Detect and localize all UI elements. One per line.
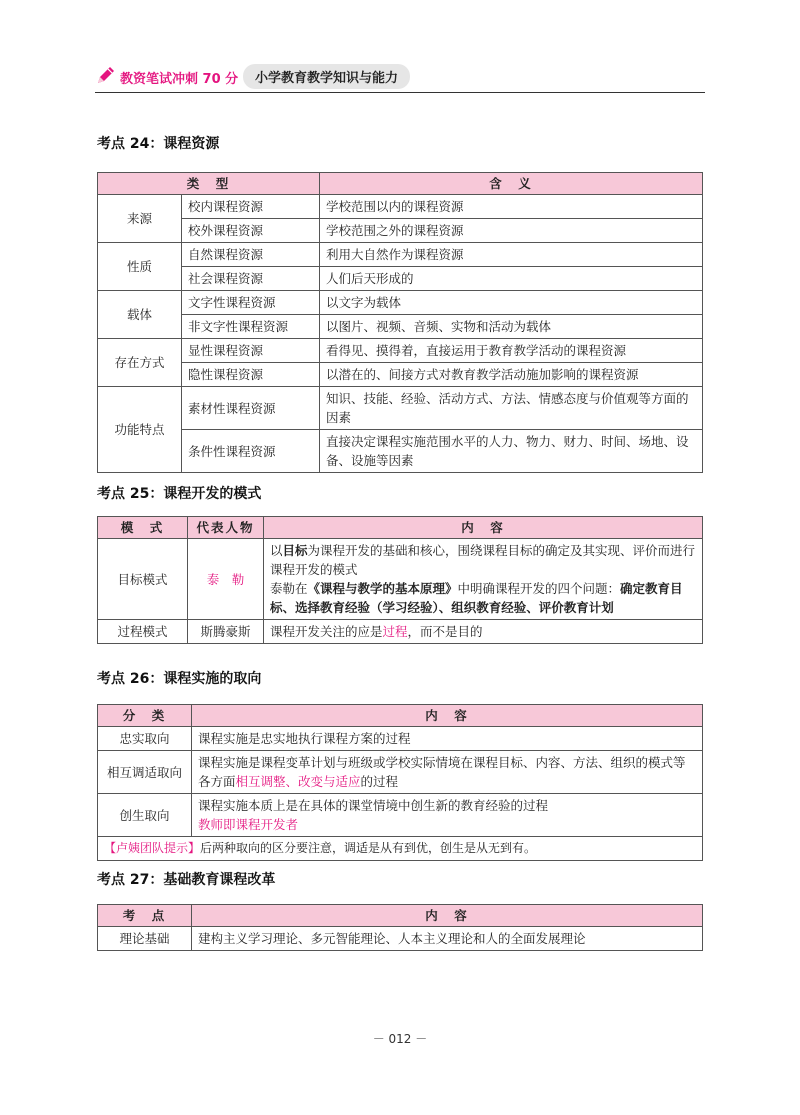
table-row [98, 195, 703, 219]
table-row [98, 727, 703, 751]
meaning-cell: 以潜在的、间接方式对教育教学活动施加影响的课程资源 [320, 363, 703, 387]
person-cell: 斯腾豪斯 [188, 620, 264, 644]
category-cell: 功能特点 [98, 387, 182, 473]
table-row [98, 794, 703, 837]
type-cell: 校内课程资源 [182, 195, 320, 219]
table-row [98, 620, 703, 644]
type-cell: 社会课程资源 [182, 267, 320, 291]
content-cell: 课程实施本质上是在具体的课堂情境中创生新的教育经验的过程 教师即课程开发者 [192, 794, 703, 837]
curriculum-reform-table [97, 904, 703, 951]
section-24-title: 考点 24：课程资源 [97, 136, 220, 152]
table-header-row [98, 905, 703, 927]
header-category: 分 类 [98, 705, 192, 727]
implementation-orientation-table [97, 704, 703, 861]
content-cell: 建构主义学习理论、多元智能理论、人本主义理论和人的全面发展理论 [192, 927, 703, 951]
meaning-cell: 利用大自然作为课程资源 [320, 243, 703, 267]
category-cell: 性质 [98, 243, 182, 291]
course-resources-table [97, 172, 703, 473]
table-header-row [98, 705, 703, 727]
table-row [98, 387, 703, 430]
table-header-row [98, 173, 703, 195]
meaning-cell: 学校范围以内的课程资源 [320, 195, 703, 219]
book-title: 教资笔试冲刺 70 分 [120, 72, 239, 87]
section-25-title: 考点 25：课程开发的模式 [97, 486, 262, 502]
type-cell: 校外课程资源 [182, 219, 320, 243]
type-cell: 素材性课程资源 [182, 387, 320, 430]
header-person: 代表人物 [188, 517, 264, 539]
type-cell: 隐性课程资源 [182, 363, 320, 387]
table-row [98, 243, 703, 267]
meaning-cell: 直接决定课程实施范围水平的人力、物力、财力、时间、场地、设备、设施等因素 [320, 430, 703, 473]
content-cell: 课程开发关注的应是过程，而不是目的 [264, 620, 703, 644]
mode-cell: 目标模式 [98, 539, 188, 620]
meaning-cell: 知识、技能、经验、活动方式、方法、情感态度与价值观等方面的因素 [320, 387, 703, 430]
pencil-icon [95, 64, 117, 86]
content-cell: 以目标为课程开发的基础和核心，围绕课程目标的确定及其实现、评价而进行课程开发的模式 泰勒在《课程与教学的基本原理》中明确课程开发的四个问题：确定教育目标、选择教育经验（学习经验）、组织教育经验、评价教育计划 [264, 539, 703, 620]
meaning-cell: 人们后天形成的 [320, 267, 703, 291]
table-row [98, 267, 703, 291]
table-row [98, 219, 703, 243]
meaning-cell: 看得见、摸得着，直接运用于教育教学活动的课程资源 [320, 339, 703, 363]
table-row [98, 291, 703, 315]
tip-row [98, 837, 703, 861]
point-cell: 理论基础 [98, 927, 192, 951]
meaning-cell: 学校范围之外的课程资源 [320, 219, 703, 243]
content-cell: 课程实施是忠实地执行课程方案的过程 [192, 727, 703, 751]
person-cell: 泰 勒 [188, 539, 264, 620]
tip-text: 后两种取向的区分要注意，调适是从有到优，创生是从无到有。 [200, 841, 537, 855]
table-row [98, 927, 703, 951]
table-row [98, 339, 703, 363]
type-cell: 文字性课程资源 [182, 291, 320, 315]
table-row [98, 430, 703, 473]
section-27-title: 考点 27：基础教育课程改革 [97, 872, 276, 888]
section-26-title: 考点 26：课程实施的取向 [97, 671, 262, 687]
type-cell: 显性课程资源 [182, 339, 320, 363]
meaning-cell: 以文字为载体 [320, 291, 703, 315]
header-content: 内 容 [192, 705, 703, 727]
type-cell: 非文字性课程资源 [182, 315, 320, 339]
type-cell: 自然课程资源 [182, 243, 320, 267]
mode-cell: 过程模式 [98, 620, 188, 644]
tip-cell [98, 837, 703, 861]
header-type: 类 型 [98, 173, 320, 195]
development-models-table [97, 516, 703, 644]
header-mode: 模 式 [98, 517, 188, 539]
header-content: 内 容 [264, 517, 703, 539]
table-row [98, 363, 703, 387]
content-cell: 课程实施是课程变革计划与班级或学校实际情境在课程目标、内容、方法、组织的模式等各方面相互调整、改变与适应的过程 [192, 751, 703, 794]
table-row [98, 539, 703, 620]
page-header [95, 62, 705, 93]
meaning-cell: 以图片、视频、音频、实物和活动为载体 [320, 315, 703, 339]
tip-label: 【卢姨团队提示】 [104, 841, 201, 855]
category-cell: 来源 [98, 195, 182, 243]
header-point: 考 点 [98, 905, 192, 927]
table-row [98, 315, 703, 339]
category-cell: 载体 [98, 291, 182, 339]
table-header-row [98, 517, 703, 539]
type-cell: 创生取向 [98, 794, 192, 837]
book-subtitle: 小学教育教学知识与能力 [243, 64, 410, 89]
category-cell: 存在方式 [98, 339, 182, 387]
header-meaning: 含 义 [320, 173, 703, 195]
type-cell: 相互调适取向 [98, 751, 192, 794]
table-row [98, 751, 703, 794]
page-number: － 012 － [372, 1032, 428, 1046]
header-content: 内 容 [192, 905, 703, 927]
type-cell: 条件性课程资源 [182, 430, 320, 473]
type-cell: 忠实取向 [98, 727, 192, 751]
